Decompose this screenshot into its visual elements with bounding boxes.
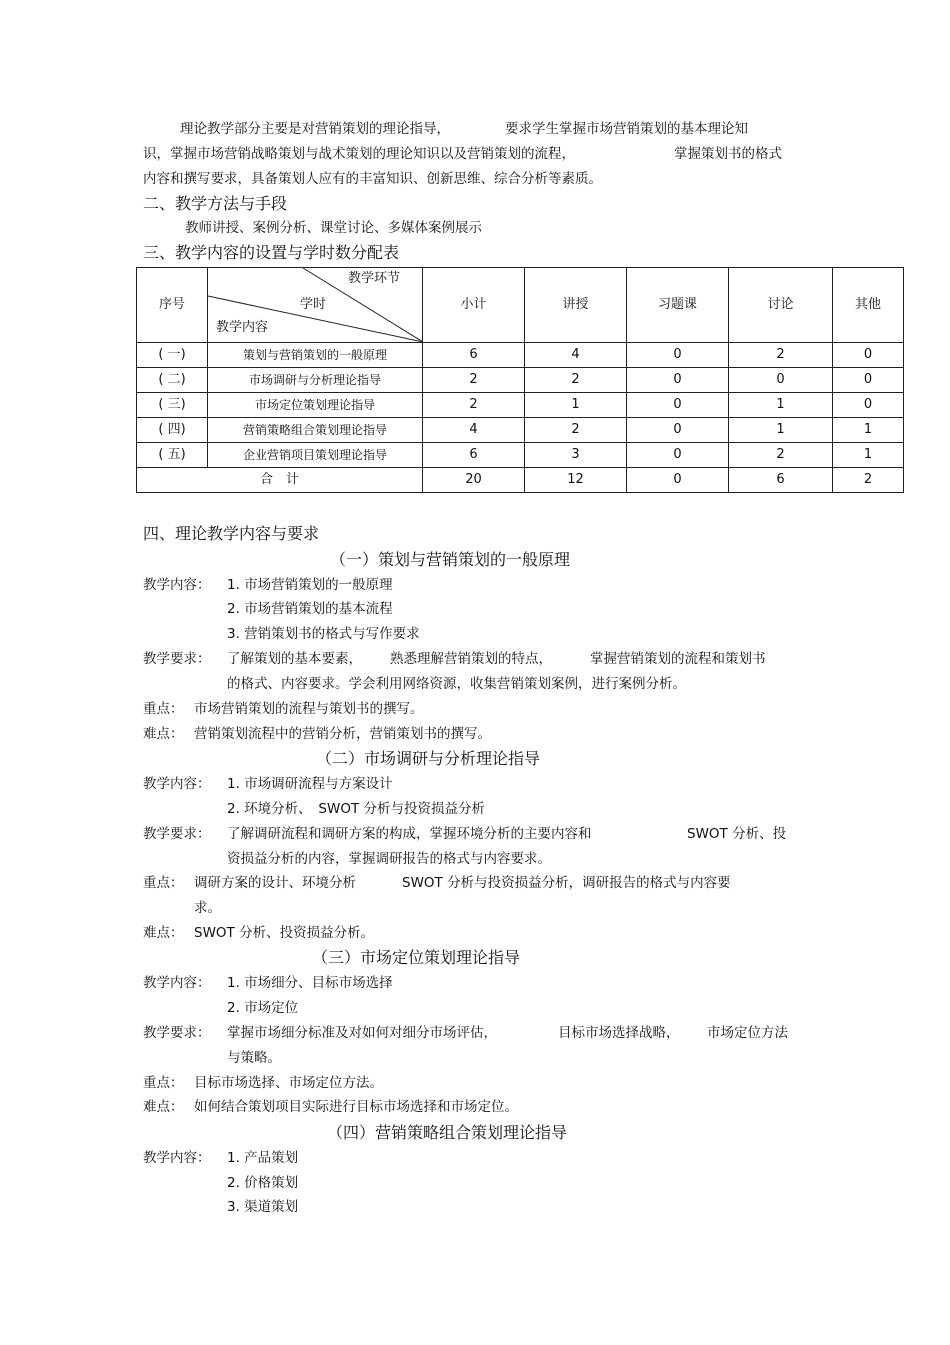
table-row xyxy=(137,418,904,443)
chapter-1-title: （一）策划与营销策划的一般原理 xyxy=(330,550,571,569)
total-label: 合 计 xyxy=(137,468,423,493)
ch1-content-2: 2. 市场营销策划的基本流程 xyxy=(227,601,393,617)
chapter-2-title: （二）市场调研与分析理论指导 xyxy=(316,749,541,768)
ch1-content-1: 1. 市场营销策划的一般原理 xyxy=(227,577,393,593)
cell-exercise: 0 xyxy=(627,368,729,393)
chapter-4-title: （四）营销策略组合策划理论指导 xyxy=(327,1123,568,1142)
ch2-req-1a: 了解调研流程和调研方案的构成，掌握环境分析的主要内容和 xyxy=(227,826,592,842)
ch1-key: 市场营销策划的流程与策划书的撰写。 xyxy=(194,701,424,717)
cell-other: 0 xyxy=(833,393,904,418)
ch2-content-1: 1. 市场调研流程与方案设计 xyxy=(227,776,393,792)
table-row xyxy=(137,368,904,393)
intro-line-2b: 掌握策划书的格式 xyxy=(674,146,782,162)
row-index: ( 一) xyxy=(137,343,208,368)
ch3-req-1b: 目标市场选择战略， xyxy=(558,1025,680,1041)
total-exercise: 0 xyxy=(627,468,729,493)
ch2-req-2: 资损益分析的内容，掌握调研报告的格式与内容要求。 xyxy=(227,851,551,867)
cell-lecture: 3 xyxy=(525,443,627,468)
ch3-content-label: 教学内容： xyxy=(143,975,211,991)
ch1-req-2: 的格式、内容要求。学会利用网络资源，收集营销策划案例，进行案例分析。 xyxy=(227,676,686,692)
header-diagonal-cell xyxy=(208,268,423,343)
ch3-diff: 如何结合策划项目实际进行目标市场选择和市场定位。 xyxy=(194,1099,518,1115)
cell-exercise: 0 xyxy=(627,443,729,468)
header-col-other: 其他 xyxy=(833,268,904,343)
ch3-req-2: 与策略。 xyxy=(227,1050,281,1066)
row-topic: 企业营销项目策划理论指导 xyxy=(208,443,423,468)
header-col-exercise: 习题课 xyxy=(627,268,729,343)
hours-allocation-table xyxy=(136,267,904,493)
cell-other: 1 xyxy=(833,418,904,443)
cell-discussion: 2 xyxy=(729,343,833,368)
ch2-diff-label: 难点： xyxy=(143,925,184,941)
cell-other: 0 xyxy=(833,343,904,368)
ch2-key-1a: 调研方案的设计、环境分析 xyxy=(194,875,356,891)
ch2-key-label: 重点： xyxy=(143,875,184,891)
table-header-row xyxy=(137,268,904,343)
ch2-req-1b: SWOT 分析、投 xyxy=(687,826,787,842)
ch2-content-label: 教学内容： xyxy=(143,776,211,792)
cell-subtotal: 2 xyxy=(423,393,525,418)
ch1-req-1c: 掌握营销策划的流程和策划书 xyxy=(590,651,766,667)
ch2-req-label: 教学要求： xyxy=(143,826,211,842)
ch2-key-1b: SWOT 分析与投资损益分析，调研报告的格式与内容要 xyxy=(402,875,731,891)
ch1-diff-label: 难点： xyxy=(143,726,184,742)
cell-exercise: 0 xyxy=(627,343,729,368)
ch1-req-1b: 熟悉理解营销策划的特点， xyxy=(390,651,552,667)
cell-exercise: 0 xyxy=(627,393,729,418)
chapter-3-title: （三）市场定位策划理论指导 xyxy=(312,948,521,967)
ch3-req-label: 教学要求： xyxy=(143,1025,211,1041)
total-discussion: 6 xyxy=(729,468,833,493)
ch2-key-2: 求。 xyxy=(194,900,221,916)
ch1-content-label: 教学内容： xyxy=(143,577,211,593)
row-topic: 市场定位策划理论指导 xyxy=(208,393,423,418)
row-index: ( 五) xyxy=(137,443,208,468)
ch4-content-3: 3. 渠道策划 xyxy=(227,1199,299,1215)
table-row xyxy=(137,393,904,418)
row-topic: 市场调研与分析理论指导 xyxy=(208,368,423,393)
header-col-subtotal: 小计 xyxy=(423,268,525,343)
row-topic: 策划与营销策划的一般原理 xyxy=(208,343,423,368)
cell-lecture: 1 xyxy=(525,393,627,418)
ch1-req-label: 教学要求： xyxy=(143,651,211,667)
intro-line-2a: 识，掌握市场营销战略策划与战术策划的理论知识以及营销策划的流程， xyxy=(143,146,575,162)
ch3-req-1c: 市场定位方法 xyxy=(707,1025,788,1041)
cell-discussion: 0 xyxy=(729,368,833,393)
row-index: ( 三) xyxy=(137,393,208,418)
total-other: 2 xyxy=(833,468,904,493)
intro-line-1a: 理论教学部分主要是对营销策划的理论指导， xyxy=(180,121,450,137)
cell-lecture: 2 xyxy=(525,418,627,443)
intro-line-1b: 要求学生掌握市场营销策划的基本理论知 xyxy=(505,121,748,137)
ch4-content-2: 2. 价格策划 xyxy=(227,1175,299,1191)
ch4-content-1: 1. 产品策划 xyxy=(227,1150,299,1166)
cell-discussion: 2 xyxy=(729,443,833,468)
ch1-diff: 营销策划流程中的营销分析，营销策划书的撰写。 xyxy=(194,726,491,742)
total-subtotal: 20 xyxy=(423,468,525,493)
header-col-discussion: 讨论 xyxy=(729,268,833,343)
table-row xyxy=(137,343,904,368)
ch1-key-label: 重点： xyxy=(143,701,184,717)
section-3-heading: 三、教学内容的设置与学时数分配表 xyxy=(143,243,400,262)
cell-subtotal: 2 xyxy=(423,368,525,393)
table-row xyxy=(137,443,904,468)
cell-lecture: 4 xyxy=(525,343,627,368)
section-4-heading: 四、理论教学内容与要求 xyxy=(143,524,320,543)
header-diag-top: 教学环节 xyxy=(348,271,401,286)
ch3-key-label: 重点： xyxy=(143,1075,184,1091)
intro-line-3: 内容和撰写要求，具备策划人应有的丰富知识、创新思维、综合分析等素质。 xyxy=(143,171,602,187)
table-total-row xyxy=(137,468,904,493)
ch3-content-2: 2. 市场定位 xyxy=(227,1000,299,1016)
cell-subtotal: 6 xyxy=(423,343,525,368)
cell-subtotal: 6 xyxy=(423,443,525,468)
row-topic: 营销策略组合策划理论指导 xyxy=(208,418,423,443)
ch2-content-2: 2. 环境分析、 SWOT 分析与投资损益分析 xyxy=(227,801,486,817)
header-diag-mid: 学时 xyxy=(300,297,327,312)
row-index: ( 二) xyxy=(137,368,208,393)
header-index: 序号 xyxy=(137,268,208,343)
ch2-diff: SWOT 分析、投资损益分析。 xyxy=(194,925,375,941)
ch1-req-1a: 了解策划的基本要素， xyxy=(227,651,362,667)
ch3-diff-label: 难点： xyxy=(143,1099,184,1115)
cell-exercise: 0 xyxy=(627,418,729,443)
ch1-content-3: 3. 营销策划书的格式与写作要求 xyxy=(227,626,420,642)
ch3-key: 目标市场选择、市场定位方法。 xyxy=(194,1075,383,1091)
section-2-body: 教师讲授、案例分析、课堂讨论、多媒体案例展示 xyxy=(185,220,482,236)
cell-subtotal: 4 xyxy=(423,418,525,443)
header-diag-bottom: 教学内容 xyxy=(216,320,269,335)
ch3-content-1: 1. 市场细分、目标市场选择 xyxy=(227,975,393,991)
cell-other: 0 xyxy=(833,368,904,393)
cell-discussion: 1 xyxy=(729,418,833,443)
header-col-lecture: 讲授 xyxy=(525,268,627,343)
cell-other: 1 xyxy=(833,443,904,468)
cell-lecture: 2 xyxy=(525,368,627,393)
total-lecture: 12 xyxy=(525,468,627,493)
cell-discussion: 1 xyxy=(729,393,833,418)
ch4-content-label: 教学内容： xyxy=(143,1150,211,1166)
section-2-heading: 二、教学方法与手段 xyxy=(143,194,288,213)
row-index: ( 四) xyxy=(137,418,208,443)
ch3-req-1a: 掌握市场细分标准及对如何对细分市场评估， xyxy=(227,1025,497,1041)
